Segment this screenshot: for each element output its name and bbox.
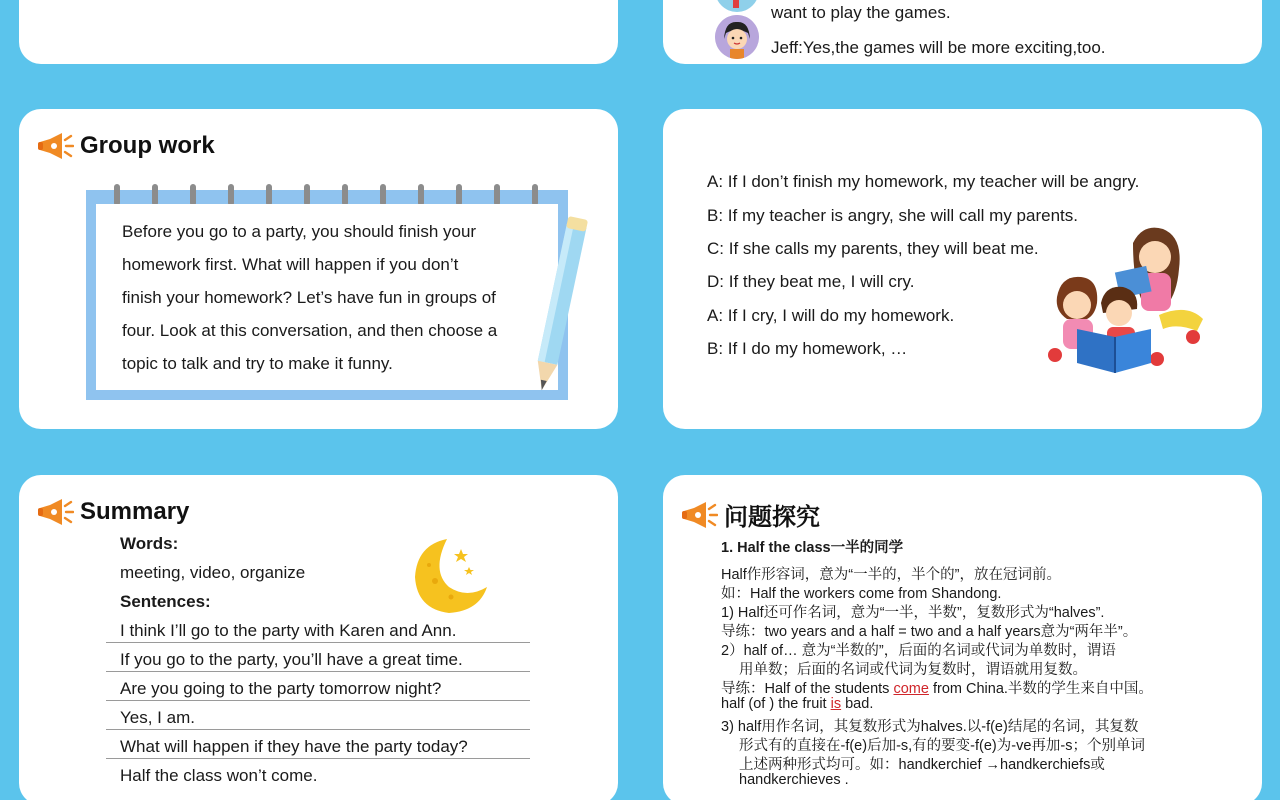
divider <box>106 700 530 701</box>
explore-text: bad. <box>841 696 874 712</box>
slide-top-right <box>644 0 1280 82</box>
children-reading-illustration <box>1047 223 1207 379</box>
explore-subtitle: 1. Half the class一半的同学 <box>721 540 904 556</box>
ring <box>418 184 424 206</box>
explore-line <box>721 696 873 712</box>
notepad-page <box>96 204 558 390</box>
notepad <box>86 190 568 400</box>
group-work-text: finish your homework? Let’s have fun in groups of <box>122 288 496 307</box>
dialogue-line: Jeff:Yes,the games will be more exciting,too. <box>771 38 1106 57</box>
words-label: Words: <box>120 534 179 553</box>
sentence-item: Are you going to the party tomorrow night? <box>120 679 442 698</box>
ring <box>532 184 538 206</box>
conversation-line: A: If I don’t finish my homework, my teacher will be angry. <box>707 172 1140 191</box>
divider <box>106 758 530 759</box>
sentence-item: Yes, I am. <box>120 708 195 727</box>
section-heading <box>36 131 215 161</box>
sentence-item: If you go to the party, you’ll have a great time. <box>120 650 463 669</box>
divider <box>106 642 530 643</box>
group-work-text: homework first. What will happen if you don’t <box>122 255 459 274</box>
megaphone-icon <box>36 131 74 161</box>
section-title: Summary <box>80 498 190 525</box>
explore-line: 2）half of… 意为“半数的”，后面的名词或代词为单数时，谓语 <box>721 643 1116 659</box>
group-work-text: Before you go to a party, you should finish your <box>122 222 477 241</box>
sentence-item: Half the class won’t come. <box>120 766 318 785</box>
group-work-text: four. Look at this conversation, and then choose a <box>122 321 498 340</box>
slide-top-left <box>0 0 636 82</box>
conversation-line: A: If I cry, I will do my homework. <box>707 306 955 325</box>
slide-group-work <box>0 90 636 448</box>
ring <box>380 184 386 206</box>
boy-avatar <box>715 0 759 12</box>
card-summary <box>19 475 618 800</box>
ring <box>152 184 158 206</box>
explore-line: 如：Half the workers come from Shandong. <box>721 586 1002 602</box>
explore-text: from China.半数的学生来自中国。 <box>928 681 1153 697</box>
explore-line: 形式有的直接在-f(e)后加-s,有的要变-f(e)为-ve再加-s；个别单词 <box>739 738 1145 754</box>
divider <box>106 671 530 672</box>
explore-line: 1) Half还可作名词，意为“一半，半数”，复数形式为“halves”. <box>721 605 1105 621</box>
conversation-line: C: If she calls my parents, they will beat me. <box>707 239 1039 258</box>
sentence-item: I think I’ll go to the party with Karen and Ann. <box>120 621 457 640</box>
ring <box>228 184 234 206</box>
dialogue-line: want to play the games. <box>771 3 951 22</box>
explore-line: 用单数；后面的名词或代词为复数时，谓语就用复数。 <box>739 662 1087 678</box>
slide-explore <box>644 456 1280 800</box>
slide-summary <box>0 456 636 800</box>
divider <box>106 729 530 730</box>
conversation-line: B: If my teacher is angry, she will call my parents. <box>707 206 1078 225</box>
ring <box>114 184 120 206</box>
ring <box>304 184 310 206</box>
card-top-left <box>19 0 618 64</box>
ring <box>190 184 196 206</box>
explore-line: 导练：two years and a half = two and a half years意为“两年半”。 <box>721 624 1138 640</box>
conversation-line: B: If I do my homework, … <box>707 339 908 358</box>
words-list: meeting, video, organize <box>120 563 306 582</box>
card-group-work <box>19 109 618 429</box>
conversation-line: D: If they beat me, I will cry. <box>707 272 915 291</box>
ring <box>456 184 462 206</box>
group-work-text: topic to talk and try to make it funny. <box>122 354 393 373</box>
ring <box>494 184 500 206</box>
explore-line <box>721 677 1153 698</box>
card-conversation <box>663 109 1262 429</box>
section-title: 问题探究 <box>724 504 820 531</box>
jeff-avatar <box>715 15 759 59</box>
explore-text: 导练：Half of the students <box>721 681 894 697</box>
highlight-word: is <box>830 696 842 712</box>
pencil-icon <box>529 214 589 404</box>
ring <box>266 184 272 206</box>
section-heading <box>36 497 189 527</box>
megaphone-icon <box>680 500 718 530</box>
ring <box>342 184 348 206</box>
explore-line: 3) half用作名词，其复数形式为halves.以-f(e)结尾的名词，其复数 <box>721 719 1139 735</box>
explore-text: half (of ) the fruit <box>721 696 831 712</box>
card-explore <box>663 475 1262 800</box>
section-heading <box>680 497 820 532</box>
highlight-word: come <box>893 681 929 697</box>
explore-line: Half作形容词，意为“一半的，半个的”，放在冠词前。 <box>721 567 1061 583</box>
section-title: Group work <box>80 132 215 159</box>
sentences-label: Sentences: <box>120 592 211 611</box>
megaphone-icon <box>36 497 74 527</box>
moon-icon <box>409 535 491 617</box>
card-top-right <box>663 0 1262 64</box>
slide-conversation <box>644 90 1280 448</box>
explore-line: handkerchieves . <box>739 772 849 788</box>
sentence-item: What will happen if they have the party today? <box>120 737 468 756</box>
explore-line: 上述两种形式均可。如：handkerchief →handkerchiefs或 <box>739 757 1105 773</box>
